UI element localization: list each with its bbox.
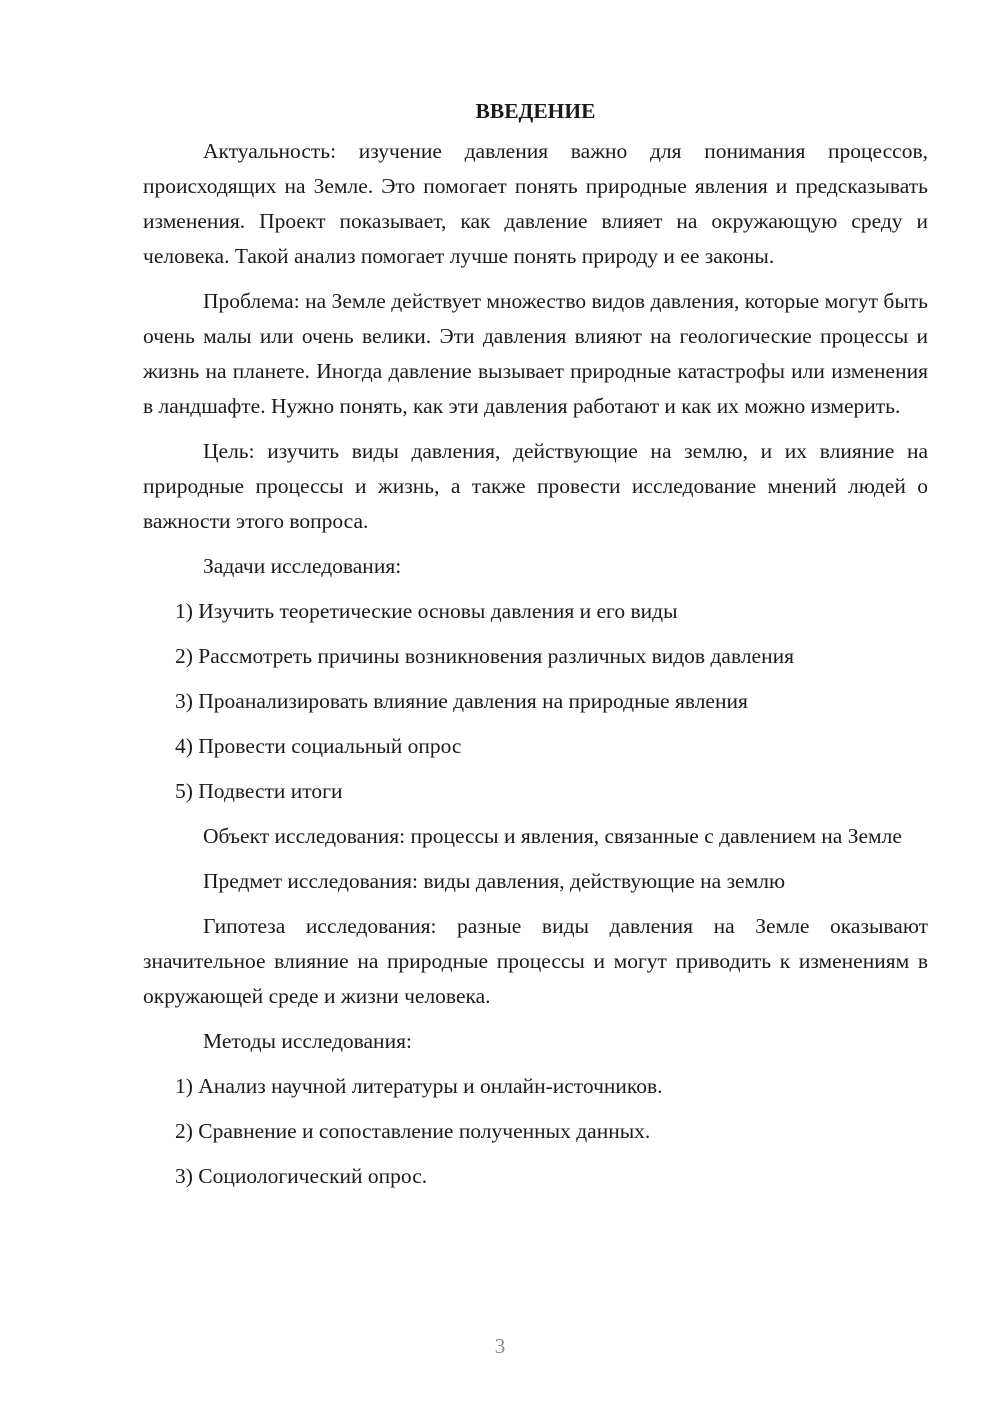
object-paragraph: Объект исследования: процессы и явления, связанные с давлением на Земле [203,824,902,848]
list-item: 2) Сравнение и сопоставление полученных данных. [175,1119,651,1143]
goal-paragraph: Цель: изучить виды давления, действующие на землю, и их влияние на природные процессы и жизнь, а также провести исследование мнений людей о важности этого вопроса. [143,439,928,533]
list-item: 3) Проанализировать влияние давления на природные явления [175,689,748,713]
list-item: 3) Социологический опрос. [175,1164,428,1188]
list-item: 1) Изучить теоретические основы давления и его виды [175,599,678,623]
page-number: 3 [494,1334,506,1358]
list-item: 1) Анализ научной литературы и онлайн-источников. [175,1074,663,1098]
relevance-paragraph: Актуальность: изучение давления важно для понимания процессов, происходящих на Земле. Это помогает понять природные явления и предсказывать изменения. Проект показывает, как давление влияет на окружающую среду и человека. Такой анализ помогает лучше понять природу и ее законы. [143,139,928,268]
page-title: ВВЕДЕНИЕ [475,99,596,123]
document-page [143,96,928,1204]
methods-list [143,1069,928,1194]
methods-heading: Методы исследования: [203,1029,412,1053]
tasks-list [143,594,928,809]
list-item: 4) Провести социальный опрос [175,734,462,758]
tasks-heading: Задачи исследования: [203,554,402,578]
list-item: 2) Рассмотреть причины возникновения различных видов давления [175,644,794,668]
list-item: 5) Подвести итоги [175,779,343,803]
problem-paragraph: Проблема: на Земле действует множество видов давления, которые могут быть очень малы или очень велики. Эти давления влияют на геологические процессы и жизнь на планете. Иногда давление вызывает природные катастрофы или изменения в ландшафте. Нужно понять, как эти давления работают и как их можно измерить. [143,289,928,418]
hypothesis-paragraph: Гипотеза исследования: разные виды давления на Земле оказывают значительное влияние на природные процессы и могут приводить к изменениям в окружающей среде и жизни человека. [143,914,928,1008]
subject-paragraph: Предмет исследования: виды давления, действующие на землю [203,869,786,893]
